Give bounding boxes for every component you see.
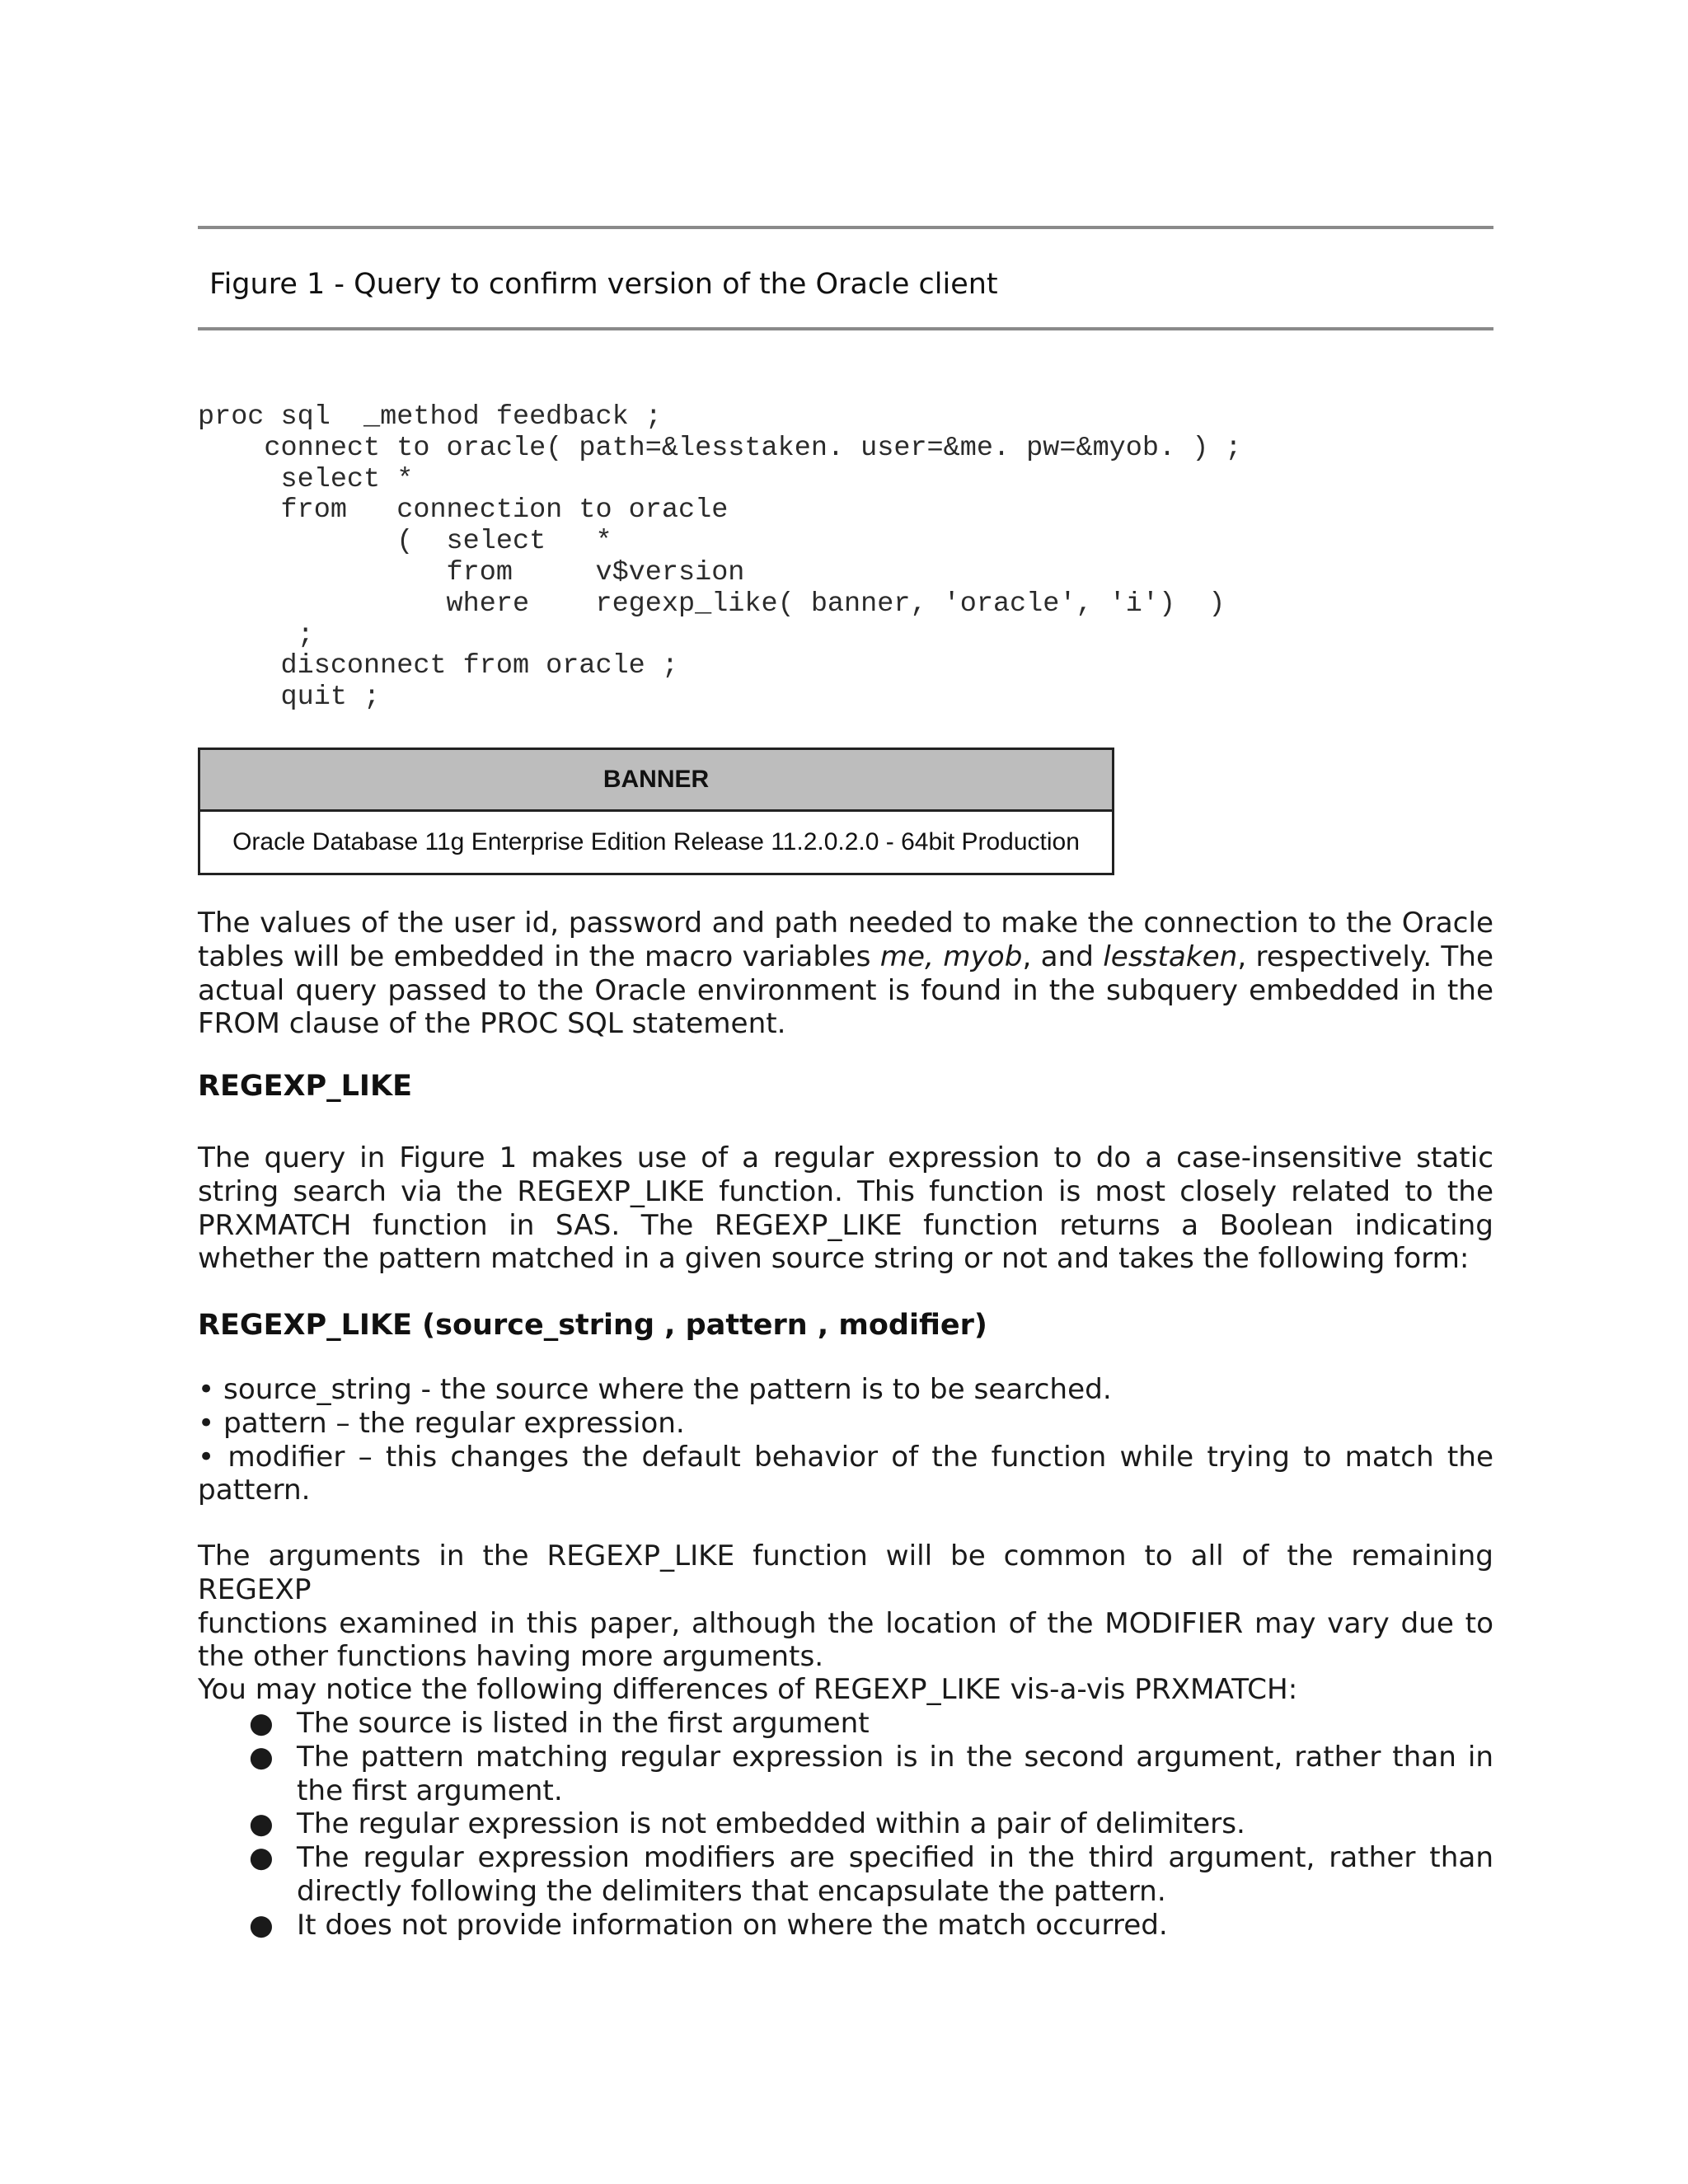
- paragraph-connection-values: [198, 907, 1493, 1041]
- text-run: , respectively. The: [1237, 940, 1493, 973]
- list-item-text: The source is listed in the first argument: [297, 1707, 870, 1740]
- list-item: [198, 1741, 1493, 1808]
- paragraph-line: The arguments in the REGEXP_LIKE function will be common to all of the remaining REGEXP: [198, 1540, 1493, 1606]
- bullet-icon: ●: [249, 1841, 274, 1875]
- table-row: [199, 811, 1114, 874]
- figure-top-rule: [198, 226, 1493, 229]
- section-heading: REGEXP_LIKE: [198, 1070, 412, 1103]
- macro-var-lesstaken: lesstaken: [1103, 940, 1238, 973]
- paragraph-arguments: [198, 1540, 1493, 1674]
- bullet-icon: ●: [249, 1807, 274, 1841]
- paragraph-line: PRXMATCH function in SAS. The REGEXP_LIKE function returns a Boolean indicating: [198, 1208, 1493, 1242]
- code-line: where regexp_like( banner, 'oracle', 'i') ): [198, 588, 1226, 620]
- figure-bottom-rule: [198, 327, 1493, 330]
- code-line: proc sql _method feedback ;: [198, 401, 662, 433]
- list-item-continuation: pattern.: [198, 1474, 311, 1507]
- text-run: tables will be embedded in the macro variables: [198, 940, 880, 973]
- code-line: select *: [198, 463, 414, 495]
- paragraph-line: [198, 940, 1493, 974]
- list-item-text: The regular expression modifiers are specified in the third argument, rather than directly following the delimiters that encapsulate the pattern.: [297, 1841, 1493, 1908]
- paragraph-line: the other functions having more arguments.: [198, 1640, 824, 1674]
- figure-caption: Figure 1 - Query to confirm version of the Oracle client: [209, 268, 998, 301]
- list-item: • source_string - the source where the pattern is to be searched.: [198, 1373, 1112, 1406]
- paragraph-line: actual query passed to the Oracle environment is found in the subquery embedded in the: [198, 973, 1493, 1007]
- paragraph-line: FROM clause of the PROC SQL statement.: [198, 1007, 786, 1041]
- code-line: from connection to oracle: [198, 494, 729, 527]
- paragraph-regexp-like-intro: [198, 1141, 1493, 1276]
- code-line: connect to oracle( path=&lesstaken. user=&me. pw=&myob. ) ;: [198, 432, 1242, 464]
- differences-list: [198, 1707, 1493, 1943]
- list-item-text: The regular expression is not embedded within a pair of delimiters.: [297, 1807, 1245, 1841]
- list-item: [198, 1807, 1493, 1841]
- paragraph-line: functions examined in this paper, although the location of the MODIFIER may vary due to: [198, 1606, 1493, 1640]
- paragraph-line: The query in Figure 1 makes use of a regular expression to do a case-insensitive static: [198, 1141, 1493, 1174]
- text-run: , and: [1022, 940, 1104, 973]
- table-header-banner: BANNER: [199, 749, 1114, 811]
- paragraph-line: string search via the REGEXP_LIKE function. This function is most closely related to the: [198, 1174, 1493, 1208]
- bullet-icon: ●: [249, 1740, 274, 1774]
- macro-var-names: me, myob: [879, 940, 1023, 973]
- paragraph-line: whether the pattern matched in a given source string or not and takes the following form:: [198, 1242, 1470, 1276]
- code-line: ( select *: [198, 526, 612, 558]
- table-cell: Oracle Database 11g Enterprise Edition Release 11.2.0.2.0 - 64bit Production: [199, 811, 1114, 874]
- code-line: quit ;: [198, 682, 381, 714]
- bullet-icon: ●: [249, 1707, 274, 1740]
- function-syntax: REGEXP_LIKE (source_string , pattern , modifier): [198, 1309, 987, 1342]
- list-item-text: It does not provide information on where the match occurred.: [297, 1908, 1168, 1942]
- banner-result-table: [198, 748, 1114, 875]
- argument-list: [198, 1373, 1493, 1507]
- code-line: disconnect from oracle ;: [198, 650, 678, 682]
- differences-intro: You may notice the following differences of REGEXP_LIKE vis-a-vis PRXMATCH:: [198, 1673, 1298, 1706]
- list-item: [198, 1909, 1493, 1943]
- list-item: [198, 1841, 1493, 1909]
- code-line: from v$version: [198, 556, 745, 588]
- list-item: [198, 1707, 1493, 1741]
- paragraph-line: The values of the user id, password and path needed to make the connection to the Oracle: [198, 907, 1493, 940]
- code-line: ;: [198, 619, 314, 651]
- list-item-text: The pattern matching regular expression is in the second argument, rather than in the first argument.: [297, 1740, 1493, 1807]
- code-block: [198, 402, 1242, 714]
- bullet-icon: ●: [249, 1908, 274, 1942]
- list-item: • modifier – this changes the default behavior of the function while trying to match the: [198, 1440, 1493, 1474]
- list-item: • pattern – the regular expression.: [198, 1406, 685, 1440]
